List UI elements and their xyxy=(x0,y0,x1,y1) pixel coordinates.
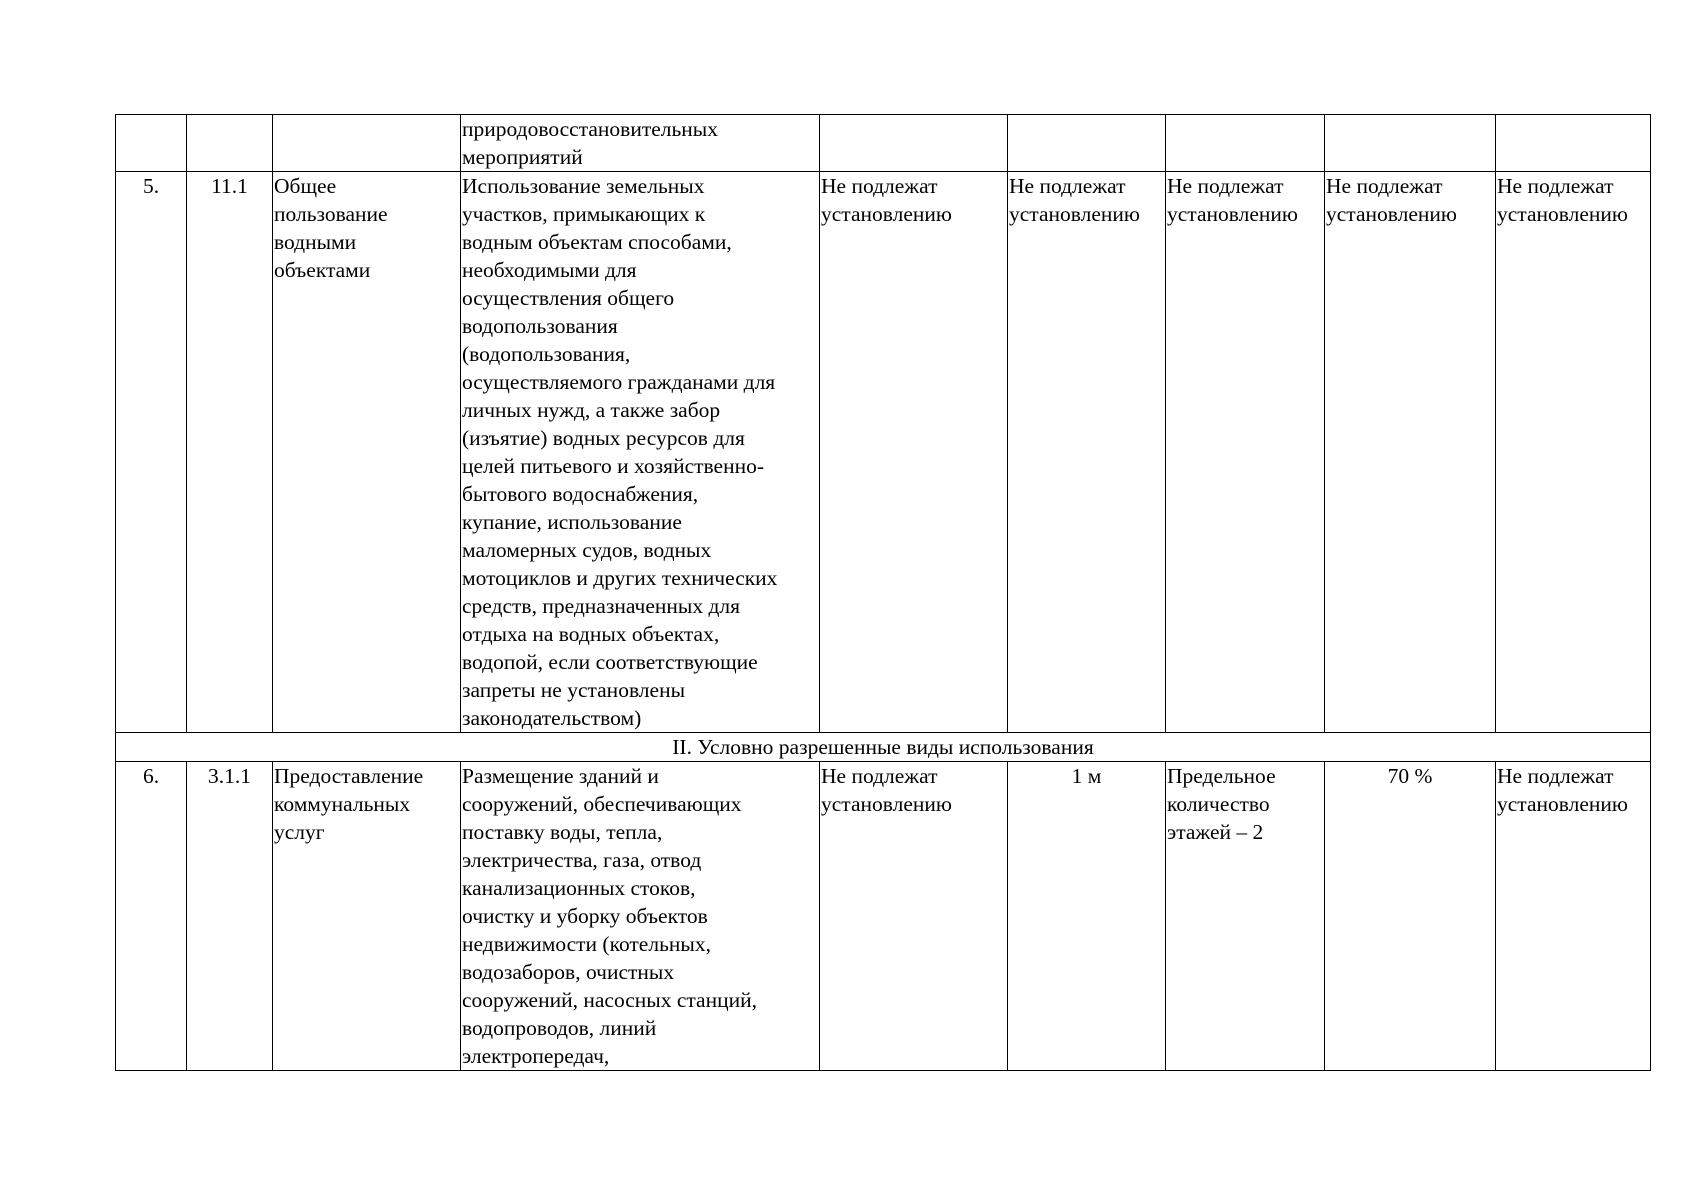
cell-number: 5. xyxy=(116,172,187,733)
text-line: необходимыми для xyxy=(462,258,637,282)
document-page xyxy=(115,114,1650,1071)
cell-name xyxy=(273,172,461,733)
text-line: природовосстановительных xyxy=(462,117,718,141)
text-line: водными xyxy=(274,230,357,254)
text-line: водозаборов, очистных xyxy=(462,960,675,984)
text-line: установлению xyxy=(1167,202,1298,226)
text-line: поставку воды, тепла, xyxy=(462,820,663,844)
text-line: очистку и уборку объектов xyxy=(462,904,708,928)
text-line: установлению xyxy=(1497,792,1628,816)
cell-param-2: 1 м xyxy=(1008,762,1166,1071)
text-line: Не подлежат xyxy=(821,764,938,788)
cell-param-5 xyxy=(1496,762,1651,1071)
text-line: услуг xyxy=(274,820,325,844)
text-line: Использование земельных xyxy=(462,174,705,198)
cell-number xyxy=(116,115,187,172)
text-line: водопользования xyxy=(462,314,618,338)
text-line: Общее xyxy=(274,174,337,198)
text-line: средств, предназначенных для xyxy=(462,594,741,618)
text-line: водным объектам способами, xyxy=(462,230,732,254)
cell-param-4: 70 % xyxy=(1325,762,1496,1071)
text-line: Не подлежат xyxy=(1497,174,1614,198)
text-line: электропередач, xyxy=(462,1044,610,1068)
text-line: осуществления общего xyxy=(462,286,675,310)
text-line: установлению xyxy=(821,792,952,816)
cell-description xyxy=(461,115,820,172)
cell-code xyxy=(187,115,273,172)
text-line: установлению xyxy=(821,202,952,226)
text-line: установлению xyxy=(1497,202,1628,226)
cell-param-3 xyxy=(1166,762,1325,1071)
text-line: канализационных стоков, xyxy=(462,876,696,900)
text-line: купание, использование xyxy=(462,510,682,534)
cell-param-4 xyxy=(1325,172,1496,733)
cell-param-1 xyxy=(820,172,1008,733)
cell-param-3 xyxy=(1166,115,1325,172)
text-line: коммунальных xyxy=(274,792,411,816)
table-row-continuation xyxy=(116,115,1651,172)
text-line: целей питьевого и хозяйственно- xyxy=(462,454,764,478)
cell-name xyxy=(273,115,461,172)
cell-name xyxy=(273,762,461,1071)
text-line: осуществляемого гражданами для xyxy=(462,370,776,394)
text-line: сооружений, обеспечивающих xyxy=(462,792,742,816)
text-line: установлению xyxy=(1326,202,1457,226)
cell-param-1 xyxy=(820,115,1008,172)
cell-param-1 xyxy=(820,762,1008,1071)
text-line: запреты не установлены xyxy=(462,678,686,702)
text-line: бытового водоснабжения, xyxy=(462,482,699,506)
text-line: Размещение зданий и xyxy=(462,764,659,788)
text-line: Не подлежат xyxy=(1167,174,1284,198)
text-line: Не подлежат xyxy=(1497,764,1614,788)
cell-code: 3.1.1 xyxy=(187,762,273,1071)
text-line: законодательством) xyxy=(462,706,642,730)
text-line: количество xyxy=(1167,792,1270,816)
text-line: сооружений, насосных станций, xyxy=(462,988,757,1012)
text-line: этажей – 2 xyxy=(1167,820,1264,844)
cell-description xyxy=(461,172,820,733)
table-row-6 xyxy=(116,762,1651,1071)
text-line: мотоциклов и других технических xyxy=(462,566,778,590)
cell-code: 11.1 xyxy=(187,172,273,733)
text-line: Не подлежат xyxy=(1326,174,1443,198)
cell-number: 6. xyxy=(116,762,187,1071)
text-line: пользование xyxy=(274,202,388,226)
cell-description xyxy=(461,762,820,1071)
text-line: водопроводов, линий xyxy=(462,1016,657,1040)
text-line: участков, примыкающих к xyxy=(462,202,706,226)
section-header: II. Условно разрешенные виды использования xyxy=(116,733,1651,762)
text-line: маломерных судов, водных xyxy=(462,538,712,562)
text-line: (изъятие) водных ресурсов для xyxy=(462,426,745,450)
text-line: Не подлежат xyxy=(821,174,938,198)
text-line: недвижимости (котельных, xyxy=(462,932,711,956)
text-line: Предоставление xyxy=(274,764,424,788)
cell-param-5 xyxy=(1496,172,1651,733)
table-row-section-header xyxy=(116,733,1651,762)
text-line: Предельное xyxy=(1167,764,1276,788)
cell-param-4 xyxy=(1325,115,1496,172)
table-row-5 xyxy=(116,172,1651,733)
land-use-table xyxy=(115,114,1651,1071)
cell-param-5 xyxy=(1496,115,1651,172)
text-line: объектами xyxy=(274,258,371,282)
text-line: водопой, если соответствующие xyxy=(462,650,758,674)
text-line: мероприятий xyxy=(462,145,583,169)
text-line: отдыха на водных объектах, xyxy=(462,622,720,646)
cell-param-3 xyxy=(1166,172,1325,733)
text-line: установлению xyxy=(1009,202,1140,226)
text-line: Не подлежат xyxy=(1009,174,1126,198)
text-line: личных нужд, а также забор xyxy=(462,398,721,422)
cell-param-2 xyxy=(1008,172,1166,733)
text-line: электричества, газа, отвод xyxy=(462,848,702,872)
text-line: (водопользования, xyxy=(462,342,631,366)
cell-param-2 xyxy=(1008,115,1166,172)
